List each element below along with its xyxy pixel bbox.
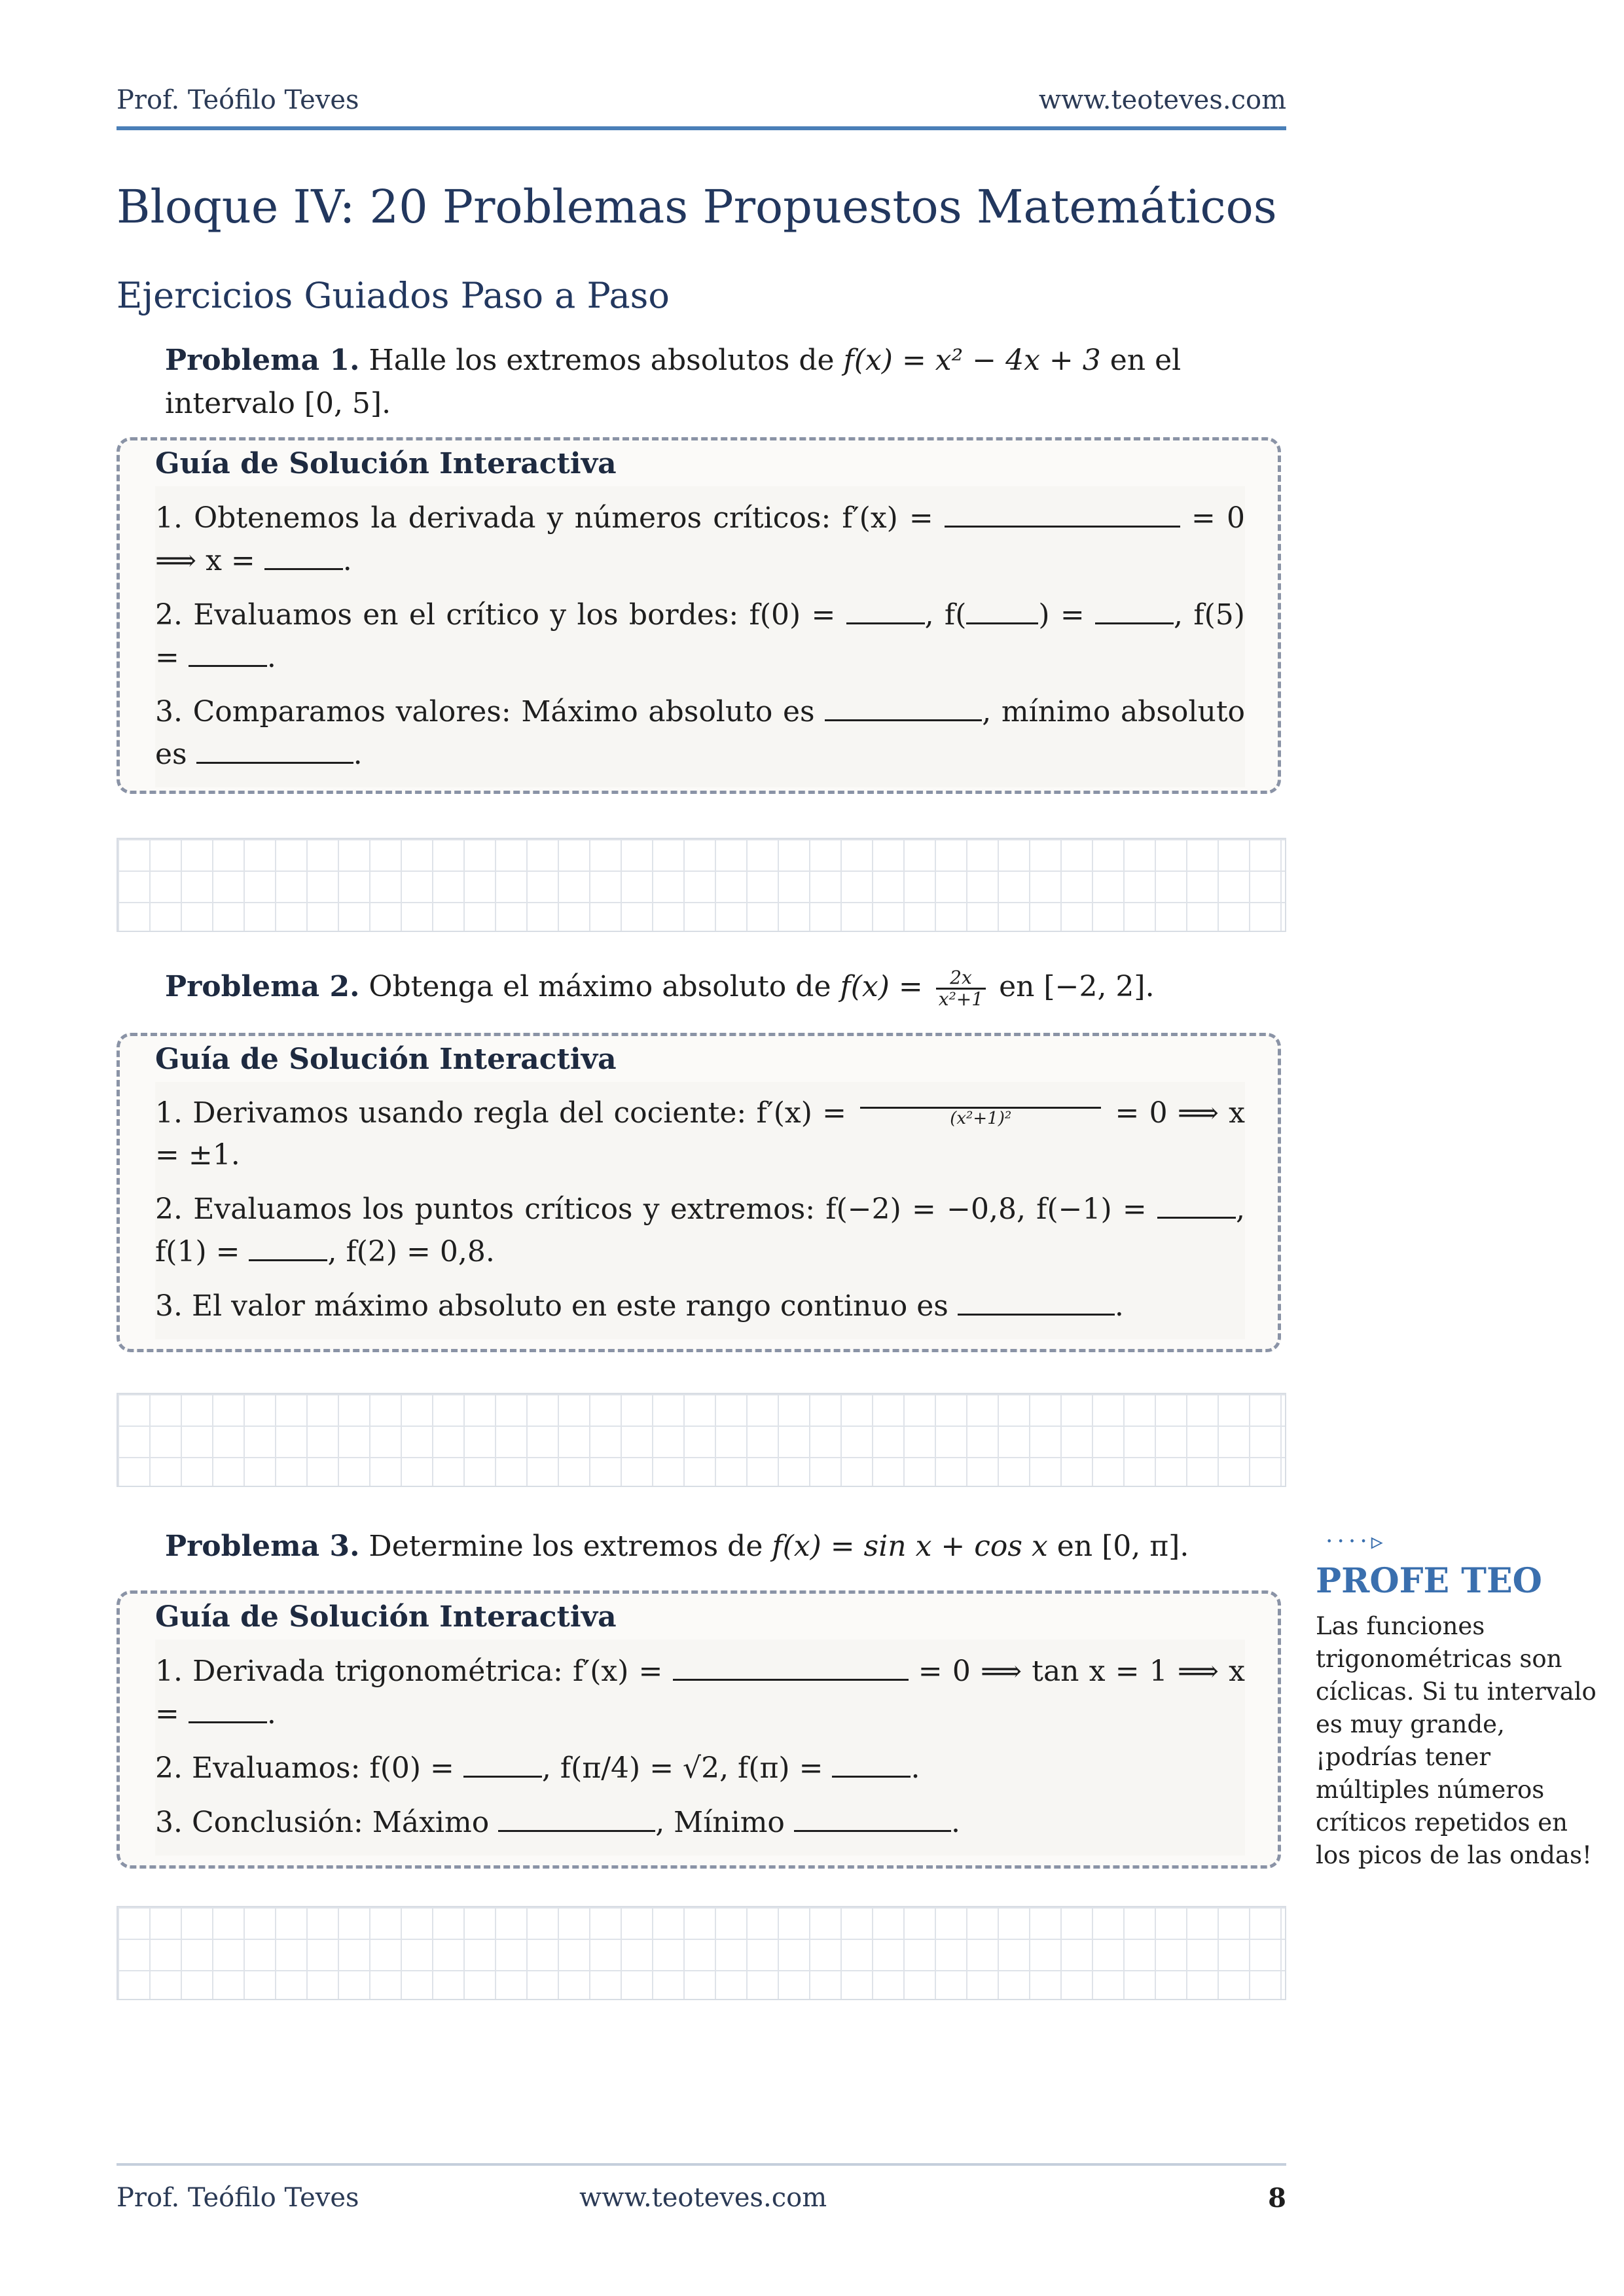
problem-1-label: Problema 1. xyxy=(165,344,360,377)
problem-1-step-3: 3. Comparamos valores: Máximo absoluto es , mínimo absoluto es . xyxy=(155,691,1245,776)
blank-trig-max[interactable] xyxy=(498,1801,655,1832)
problem-3-step-2: 2. Evaluamos: f(0) = , f(π/4) = √2, f(π) = . xyxy=(155,1747,1245,1789)
problem-3-formula: f(x) = sin x + cos x xyxy=(772,1530,1048,1563)
footer-divider xyxy=(117,2163,1286,2166)
blank-absolute-min[interactable] xyxy=(196,733,353,764)
quotient-rule-fraction: (x²+1)² xyxy=(860,1102,1101,1128)
problem-2-interval: en [−2, 2]. xyxy=(990,970,1155,1003)
header-divider xyxy=(117,126,1286,130)
problem-3-step-1: 1. Derivada trigonométrica: f′(x) = = 0 ⟹ tan x = 1 ⟹ x = . xyxy=(155,1650,1245,1735)
sidebar-arrow-icon: ····▹ xyxy=(1326,1528,1387,1555)
blank-absolute-max[interactable] xyxy=(825,691,982,721)
blank-trig-derivative[interactable] xyxy=(673,1650,909,1681)
blank-trig-critical-x[interactable] xyxy=(189,1693,267,1723)
problem-2-text: Obtenga el máximo absoluto de xyxy=(369,970,840,1003)
blank-trig-min[interactable] xyxy=(794,1801,951,1832)
problem-3-guide-title: Guía de Solución Interactiva xyxy=(155,1600,617,1634)
problem-2-step-2: 2. Evaluamos los puntos críticos y extremos: f(−2) = −0,8, f(−1) = , f(1) = , f(2) = 0,8. xyxy=(155,1188,1245,1273)
problem-1-text: Halle los extremos absolutos de xyxy=(369,344,844,377)
problem-3-text: Determine los extremos de xyxy=(369,1530,772,1563)
problem-2-work-grid[interactable] xyxy=(117,1393,1286,1487)
page-title: Bloque IV: 20 Problemas Propuestos Matemáticos xyxy=(117,180,1277,234)
problem-3-guide-steps xyxy=(155,1640,1245,1856)
page-number: 8 xyxy=(1268,2183,1286,2214)
problem-2-step-3: 3. El valor máximo absoluto en este rango continuo es . xyxy=(155,1285,1245,1327)
problem-2-formula-lhs: f(x) = xyxy=(840,970,923,1003)
header-website[interactable]: www.teoteves.com xyxy=(1038,85,1286,115)
blank-f0[interactable] xyxy=(846,594,925,624)
problem-2-step-1: 1. Derivamos usando regla del cociente: f′(x) = (x²+1)² = 0 ⟹ x = ±1. xyxy=(155,1096,1245,1172)
problem-2-guide-box xyxy=(117,1033,1281,1352)
problem-1-guide-box xyxy=(117,437,1281,794)
problem-2-label: Problema 2. xyxy=(165,970,360,1003)
problem-3-guide-box xyxy=(117,1590,1281,1869)
blank-trig-f0[interactable] xyxy=(463,1747,542,1778)
blank-quotient-numerator[interactable] xyxy=(860,1102,1101,1109)
problem-3-step-3: 3. Conclusión: Máximo , Mínimo . xyxy=(155,1801,1245,1844)
blank-max-value[interactable] xyxy=(958,1285,1115,1316)
problem-3-statement xyxy=(117,1525,1286,1568)
problem-1-work-grid[interactable] xyxy=(117,838,1286,932)
problem-2-fraction: $\frac{2x}{\text{x²+1}}$ xyxy=(936,968,986,1009)
problem-1-guide-steps xyxy=(155,486,1245,787)
problem-2-guide-steps xyxy=(155,1082,1245,1339)
problem-1-step-2: 2. Evaluamos en el crítico y los bordes: f(0) = , f( ) = , f(5) = . xyxy=(155,594,1245,679)
blank-f-critical[interactable] xyxy=(1095,594,1174,624)
blank-critical-x[interactable] xyxy=(264,539,343,570)
sidebar-note-text: Las funciones trigonométricas son cíclicas. Si tu intervalo es muy grande, ¡podrías tener múltiples números críticos repetidos en los picos de las ondas! xyxy=(1316,1612,1597,1869)
footer-author: Prof. Teófilo Teves xyxy=(117,2183,359,2213)
problem-1-step-1: 1. Obtenemos la derivada y números críticos: f′(x) = = 0 ⟹ x = . xyxy=(155,497,1245,582)
blank-f1[interactable] xyxy=(249,1230,327,1261)
problem-2-guide-title: Guía de Solución Interactiva xyxy=(155,1043,617,1076)
problem-3-work-grid[interactable] xyxy=(117,1906,1286,2000)
blank-critical-point[interactable] xyxy=(966,594,1038,624)
blank-f5[interactable] xyxy=(189,636,267,667)
problem-1-statement xyxy=(117,339,1286,425)
blank-f-minus1[interactable] xyxy=(1157,1188,1236,1219)
footer-website[interactable]: www.teoteves.com xyxy=(579,2183,827,2213)
problem-3-label: Problema 3. xyxy=(165,1530,360,1563)
section-subtitle: Ejercicios Guiados Paso a Paso xyxy=(117,275,670,316)
sidebar-note-title: PROFE TEO xyxy=(1316,1561,1542,1601)
header-author: Prof. Teófilo Teves xyxy=(117,85,359,115)
problem-3-interval: en [0, π]. xyxy=(1047,1530,1189,1563)
problem-1-interval: en el intervalo [0, 5]. xyxy=(165,344,1182,420)
blank-derivative[interactable] xyxy=(945,497,1180,528)
blank-trig-fpi[interactable] xyxy=(832,1747,911,1778)
problem-2-statement xyxy=(117,965,1286,1009)
problem-1-formula: f(x) = x² − 4x + 3 xyxy=(843,344,1101,377)
problem-1-guide-title: Guía de Solución Interactiva xyxy=(155,447,617,480)
